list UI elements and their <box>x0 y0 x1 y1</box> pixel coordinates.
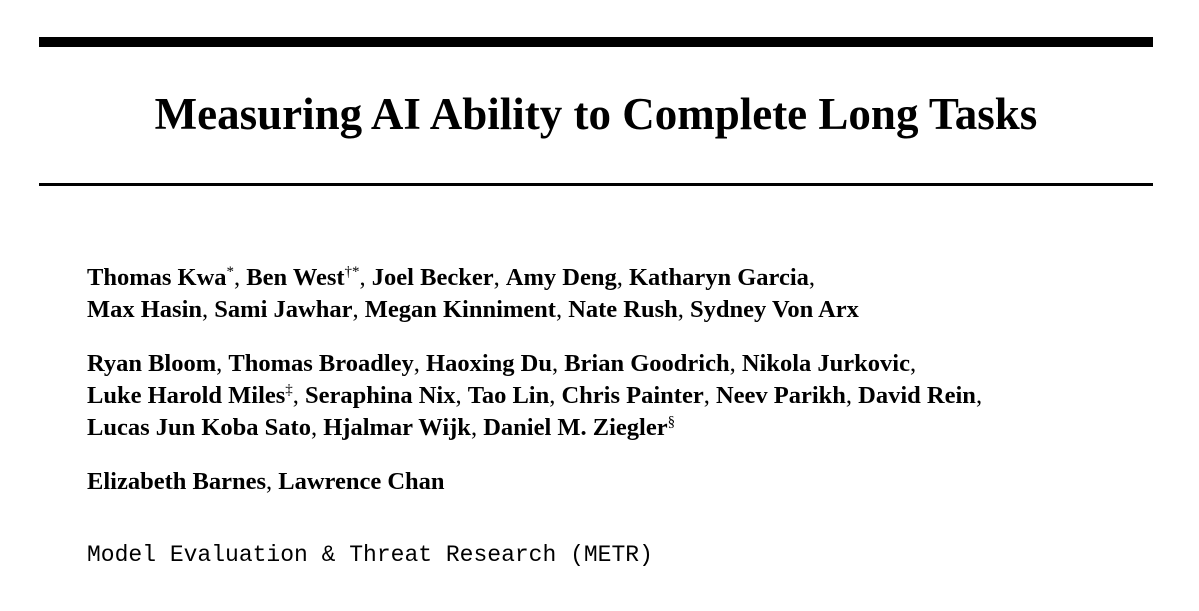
author-name: Elizabeth Barnes <box>87 468 266 495</box>
author-name: Max Hasin <box>87 296 203 323</box>
author-name: Nikola Jurkovic <box>741 350 910 377</box>
author-list <box>87 262 1157 520</box>
author-name: Sydney Von Arx <box>690 296 859 323</box>
author-name: Thomas Kwa <box>87 264 227 291</box>
author-group <box>87 466 1157 498</box>
author-footnote-mark: †* <box>344 263 360 280</box>
author-group <box>87 262 1157 326</box>
author-name: Nate Rush <box>568 296 678 323</box>
author-group <box>87 348 1157 444</box>
bottom-rule <box>39 183 1153 186</box>
author-footnote-mark: ‡ <box>285 381 293 398</box>
author-line: Elizabeth Barnes, Lawrence Chan <box>87 468 445 495</box>
author-name: Seraphina Nix <box>305 382 456 409</box>
author-line: Thomas Kwa*, Ben West†*, Joel Becker, Amy Deng, Katharyn Garcia, <box>87 263 816 291</box>
author-line: Luke Harold Miles‡, Seraphina Nix, Tao Lin, Chris Painter, Neev Parikh, David Rein, <box>87 381 983 409</box>
author-name: David Rein <box>858 382 976 409</box>
author-name: Luke Harold Miles <box>87 382 286 409</box>
author-name: Haoxing Du <box>426 350 552 377</box>
author-name: Lucas Jun Koba Sato <box>87 414 311 441</box>
author-line: Max Hasin, Sami Jawhar, Megan Kinniment, Nate Rush, Sydney Von Arx <box>87 296 859 323</box>
author-name: Brian Goodrich <box>564 350 730 377</box>
affiliation: Model Evaluation & Threat Research (METR) <box>87 542 653 568</box>
author-name: Ryan Bloom <box>87 350 217 377</box>
author-name: Neev Parikh <box>715 382 846 409</box>
paper-title: Measuring AI Ability to Complete Long Tasks <box>154 89 1038 139</box>
author-name: Thomas Broadley <box>228 350 414 377</box>
author-name: Megan Kinniment <box>364 296 556 323</box>
author-name: Joel Becker <box>371 264 494 291</box>
author-line: Ryan Bloom, Thomas Broadley, Haoxing Du, Brian Goodrich, Nikola Jurkovic, <box>87 350 917 377</box>
author-line: Lucas Jun Koba Sato, Hjalmar Wijk, Daniel M. Ziegler§ <box>87 413 676 441</box>
author-name: Daniel M. Ziegler <box>483 414 668 441</box>
author-name: Amy Deng <box>505 264 617 291</box>
top-rule <box>39 37 1153 47</box>
author-name: Chris Painter <box>561 382 704 409</box>
author-footnote-mark: * <box>226 263 235 280</box>
author-name: Ben West <box>246 264 345 291</box>
author-footnote-mark: § <box>667 413 676 430</box>
author-name: Katharyn Garcia <box>629 264 809 291</box>
author-name: Tao Lin <box>467 382 550 409</box>
author-name: Sami Jawhar <box>214 296 353 323</box>
author-name: Lawrence Chan <box>278 468 445 495</box>
author-name: Hjalmar Wijk <box>323 414 471 441</box>
